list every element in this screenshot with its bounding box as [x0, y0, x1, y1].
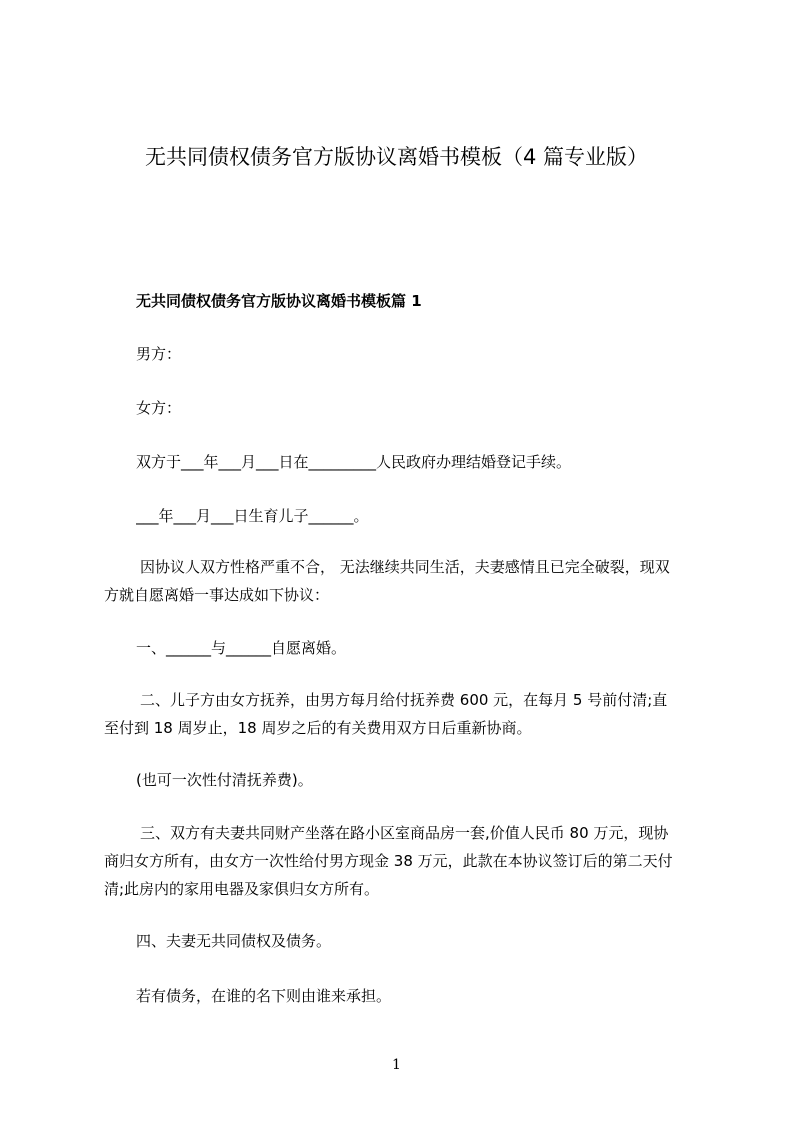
clause-4-text: 四、夫妻无共同债权及债务。 — [136, 932, 332, 950]
clause-3-line-1: 三、双方有夫妻共同财产坐落在路小区室商品房一套,价值人民币 80 万元，现协 — [140, 824, 669, 842]
intro-line-2: 方就自愿离婚一事达成如下协议： — [104, 586, 330, 604]
clause-3-line-3: 清;此房内的家用电器及家俱归女方所有。 — [104, 880, 380, 898]
document-title: 无共同债权债务官方版协议离婚书模板（4 篇专业版） — [144, 145, 649, 169]
marriage-registration-text: 双方于___年___月___日在_________人民政府办理结婚登记手续。 — [136, 453, 572, 471]
female-party-paragraph — [104, 394, 730, 422]
marriage-registration-paragraph — [104, 448, 730, 476]
clause-2-line-2: 至付到 18 周岁止，18 周岁之后的有关费用双方日后重新协商。 — [104, 719, 532, 737]
clause-2-note-text: (也可一次性付清抚养费)。 — [136, 771, 313, 789]
male-party-paragraph — [104, 340, 730, 368]
son-birth-paragraph — [104, 502, 730, 530]
clause-1-text: 一、______与______自愿离婚。 — [136, 639, 347, 657]
clause-2-line-1: 二、儿子方由女方抚养，由男方每月给付抚养费 600 元，在每月 5 号前付清;直 — [140, 691, 668, 709]
clause-2-note-paragraph — [104, 766, 730, 794]
page-number: 1 — [392, 1057, 401, 1073]
intro-paragraph — [104, 553, 698, 609]
son-birth-text: ___年___月___日生育儿子______。 — [136, 507, 369, 525]
debt-note-text: 若有债务，在谁的名下则由谁来承担。 — [136, 987, 392, 1005]
male-party-label: 男方： — [136, 345, 182, 363]
female-party-label: 女方： — [136, 399, 182, 417]
section-heading: 无共同债权债务官方版协议离婚书模板篇 1 — [136, 292, 422, 310]
debt-note-paragraph — [104, 982, 730, 1010]
clause-3-paragraph — [104, 819, 698, 903]
intro-line-1: 因协议人双方性格严重不合， 无法继续共同生活，夫妻感情且已完全破裂，现双 — [140, 558, 670, 576]
clause-1-paragraph — [104, 634, 730, 662]
clause-3-line-2: 商归女方所有，由女方一次性给付男方现金 38 万元，此款在本协议签订后的第二天付 — [104, 852, 673, 870]
clause-2-paragraph — [104, 686, 698, 742]
clause-4-paragraph — [104, 927, 730, 955]
